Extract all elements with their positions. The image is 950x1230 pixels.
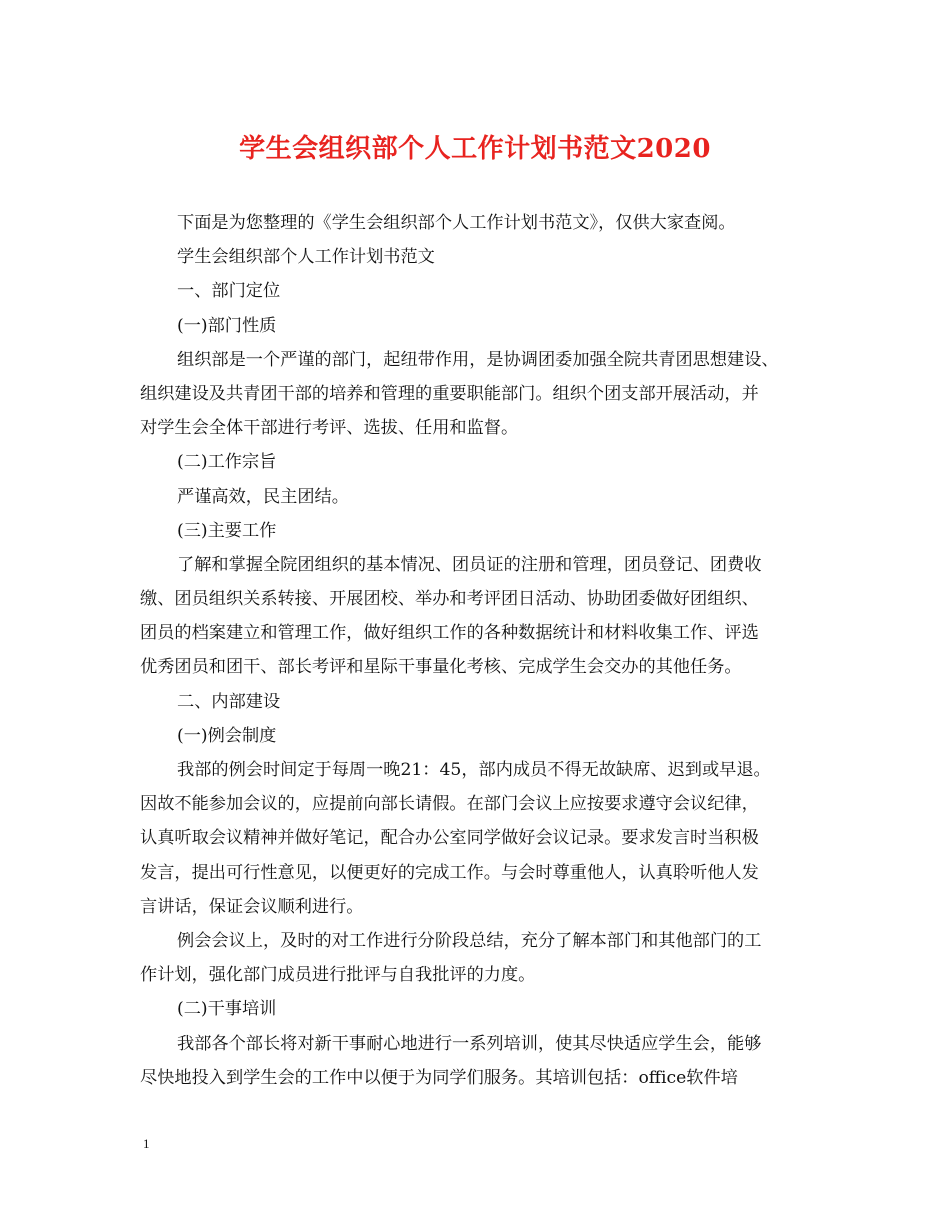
paragraph-line: 我部各个部长将对新干事耐心地进行一系列培训，使其尽快适应学生会，能够 [177,1033,762,1054]
paragraph-line: 组织建设及共青团干部的培养和管理的重要职能部门。组织个团支部开展活动，并 [140,383,759,404]
paragraph-line: 学生会组织部个人工作计划书范文 [177,247,435,268]
paragraph-line: 对学生会全体干部进行考评、选拔、任用和监督。 [140,418,519,439]
paragraph-line: 了解和掌握全院团组织的基本情况、团员证的注册和管理，团员登记、团费收 [177,554,762,575]
paragraph-line: 下面是为您整理的《学生会组织部个人工作计划书范文》，仅供大家查阅。 [177,213,736,233]
paragraph-line: 发言，提出可行性意见，以便更好的完成工作。与会时尊重他人，认真聆听他人发 [140,862,759,883]
paragraph-line: 团员的档案建立和管理工作，做好组织工作的各种数据统计和材料收集工作、评选 [140,623,759,644]
section-heading: 二、内部建设 [177,691,281,712]
page-number: 1 [143,1136,150,1151]
subsection-heading: (三)主要工作 [177,520,277,541]
section-heading: 一、部门定位 [177,281,281,302]
document-body [140,206,830,1095]
paragraph-line: 言讲话，保证会议顺利进行。 [140,896,364,917]
paragraph-line: 缴、团员组织关系转接、开展团校、举办和考评团日活动、协助团委做好团组织、 [140,589,759,610]
subsection-heading: (二)工作宗旨 [177,452,277,473]
subsection-heading: (二)干事培训 [177,999,277,1020]
paragraph-line: 严谨高效，民主团结。 [177,486,349,507]
document-title: 学生会组织部个人工作计划书范文2020 [239,134,711,164]
paragraph-line: 优秀团员和团干、部长考评和星际干事量化考核、完成学生会交办的其他任务。 [140,657,742,678]
paragraph-line: 例会会议上，及时的对工作进行分阶段总结，充分了解本部门和其他部门的工 [177,930,762,951]
subsection-heading: (一)部门性质 [177,315,277,336]
paragraph-line: 我部的例会时间定于每周一晚21：45，部内成员不得无故缺席、迟到或早退。 [177,760,771,780]
paragraph-line: 认真听取会议精神并做好笔记，配合办公室同学做好会议记录。要求发言时当积极 [140,828,759,849]
paragraph-line: 尽快地投入到学生会的工作中以便于为同学们服务。其培训包括：office软件培 [140,1067,738,1088]
paragraph-line: 因故不能参加会议的，应提前向部长请假。在部门会议上应按要求遵守会议纪律， [140,794,759,815]
subsection-heading: (一)例会制度 [177,725,277,746]
paragraph-line: 作计划，强化部门成员进行批评与自我批评的力度。 [140,965,536,986]
paragraph-line: 组织部是一个严谨的部门，起纽带作用，是协调团委加强全院共青团思想建设、 [177,349,779,370]
